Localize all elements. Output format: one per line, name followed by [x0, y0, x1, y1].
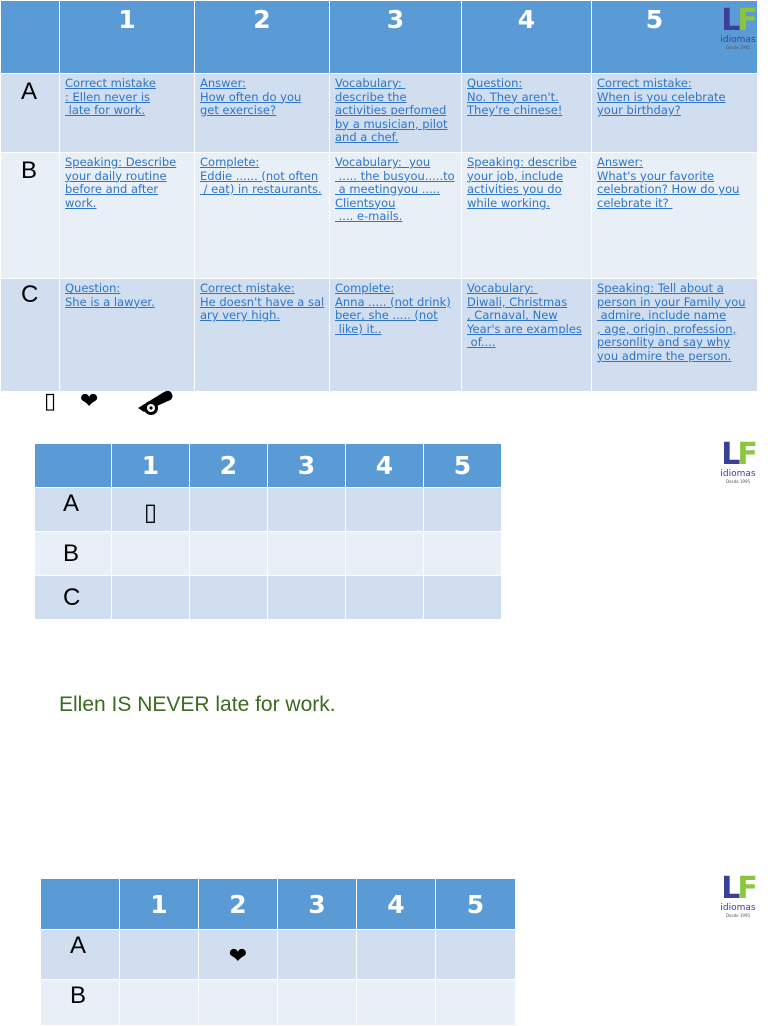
score-board-2-col-4: 4 — [357, 879, 436, 930]
logo-letter-f: F — [737, 437, 755, 472]
score-board-1-cell-a4[interactable] — [346, 488, 424, 532]
lf-idiomas-logo — [714, 3, 762, 50]
score-board-1-cell-b5[interactable] — [424, 532, 502, 576]
score-board-1-corner — [35, 444, 112, 488]
score-board-1 — [34, 443, 502, 620]
score-board-2-cell-b5[interactable] — [436, 980, 516, 1026]
column-header-4: 4 — [462, 1, 592, 74]
question-line: : Ellen never is — [65, 89, 151, 104]
score-board-1-cell-b1[interactable] — [112, 532, 190, 576]
question-line: Vocabulary: — [335, 76, 406, 90]
question-cell-b4[interactable] — [462, 153, 592, 279]
question-line: work. — [65, 195, 97, 210]
question-line: Question: — [467, 76, 523, 90]
score-board-1-row-label-c: C — [35, 576, 112, 620]
logo-word: idiomas — [720, 35, 756, 45]
question-line: get exercise? — [200, 103, 277, 117]
board-row-c — [1, 279, 758, 392]
question-line: your daily routine — [65, 168, 167, 183]
question-line: Correct mistake — [65, 76, 156, 90]
question-line: while working. — [467, 195, 551, 210]
score-board-1-col-3: 3 — [268, 444, 346, 488]
question-line: describe the — [335, 89, 407, 104]
question-cell-a5[interactable] — [592, 74, 758, 153]
logo-letter-l: L — [721, 3, 738, 38]
question-line: When is you celebrate — [597, 89, 726, 104]
question-line: Correct mistake: — [597, 76, 692, 90]
score-board-1-cell-a2[interactable] — [190, 488, 268, 532]
score-board-1-col-5: 5 — [424, 444, 502, 488]
score-board-1-col-1: 1 — [112, 444, 190, 488]
question-line: your birthday? — [597, 103, 681, 117]
question-cell-c2[interactable] — [195, 279, 330, 392]
score-board-2-cell-b3[interactable] — [278, 980, 357, 1026]
header-corner — [1, 1, 60, 74]
question-line: Complete: — [335, 281, 395, 295]
row-label-a: A — [1, 74, 60, 153]
logo-word: idiomas — [720, 903, 756, 913]
logo-letter-f: F — [737, 3, 755, 38]
score-board-1-row-b — [35, 532, 502, 576]
score-board-2-cell-a5[interactable] — [436, 930, 516, 980]
question-line: late for work. — [65, 103, 146, 117]
question-cell-b2[interactable] — [195, 153, 330, 279]
score-board-1-cell-c4[interactable] — [346, 576, 424, 620]
score-board-1-row-label-b: B — [35, 532, 112, 576]
column-header-5: 5 — [592, 1, 758, 74]
board-row-b — [1, 153, 758, 279]
question-line: She is a lawyer. — [65, 294, 155, 309]
question-line: Speaking: Describe — [65, 155, 177, 169]
score-board-2-cell-a3[interactable] — [278, 930, 357, 980]
question-line: ary very high. — [200, 308, 281, 322]
question-line: Complete: — [200, 155, 260, 169]
question-line: Diwali, Christmas — [467, 294, 568, 309]
question-line: celebration? How do you — [597, 182, 740, 196]
question-cell-c1[interactable] — [60, 279, 195, 392]
question-cell-c3[interactable] — [330, 279, 462, 392]
question-line: of.... — [467, 335, 496, 349]
score-board-1-col-2: 2 — [190, 444, 268, 488]
question-line: Speaking: describe — [467, 155, 577, 169]
question-line: and a chef. — [335, 130, 399, 144]
question-line: How often do you — [200, 89, 302, 104]
logo-since: Desde 1995 — [725, 45, 751, 50]
logo-since: Desde 1995 — [725, 479, 751, 484]
score-board-2-col-5: 5 — [436, 879, 516, 930]
question-line: before and after — [65, 182, 159, 196]
score-board-1-header — [35, 444, 502, 488]
score-board-2-cell-b2[interactable] — [199, 980, 278, 1026]
question-board — [0, 0, 758, 392]
question-line: Answer: — [597, 155, 644, 169]
score-board-2-header — [41, 879, 516, 930]
question-line: personlity and say why — [597, 335, 731, 349]
question-cell-a3[interactable] — [330, 74, 462, 153]
question-line: They're chinese! — [467, 103, 563, 117]
score-board-1-col-4: 4 — [346, 444, 424, 488]
board-header-row — [1, 1, 758, 74]
question-line: / eat) in restaurants. — [200, 182, 322, 196]
question-line: you admire the person. — [597, 348, 732, 363]
score-board-2-col-2: 2 — [199, 879, 278, 930]
question-line: your job, include — [467, 168, 564, 183]
lf-idiomas-logo — [714, 437, 762, 484]
question-line: He doesn't have a sal — [200, 294, 325, 309]
score-board-2-row-label-b: B — [41, 980, 120, 1026]
score-board-1-cell-a5[interactable] — [424, 488, 502, 532]
question-line: activities perfomed — [335, 103, 447, 117]
row-label-b: B — [1, 153, 60, 279]
question-line: celebrate it? — [597, 195, 673, 210]
heart-token-icon[interactable]: ❤ — [80, 389, 99, 414]
score-board-1-cell-a1[interactable]: ▯ — [112, 488, 190, 532]
score-board-2-col-1: 1 — [120, 879, 199, 930]
lf-idiomas-logo — [714, 871, 762, 918]
score-board-2-cell-b4[interactable] — [357, 980, 436, 1026]
question-line: like) it.. — [335, 321, 382, 336]
column-header-3: 3 — [330, 1, 462, 74]
score-board-2-cell-a4[interactable] — [357, 930, 436, 980]
cannon-token-icon[interactable] — [134, 386, 176, 418]
placeholder-token-icon[interactable]: ▯ — [44, 389, 57, 414]
question-line: person in your Family you — [597, 294, 746, 309]
logo-letter-f: F — [737, 871, 755, 906]
question-line: , age, origin, profession, — [597, 321, 737, 336]
score-board-2-cell-a2[interactable]: ❤ — [199, 930, 278, 980]
question-line: Vocabulary: you — [335, 155, 431, 169]
score-board-1-row-a — [35, 488, 502, 532]
question-line: Clientsyou — [335, 195, 396, 210]
question-line: ..... the busyou.....to — [335, 168, 455, 183]
question-line: Eddie ...... (not often — [200, 168, 319, 183]
question-cell-b5[interactable] — [592, 153, 758, 279]
score-board-1-row-c — [35, 576, 502, 620]
question-line: Correct mistake: — [200, 281, 295, 295]
question-cell-a2[interactable] — [195, 74, 330, 153]
question-cell-a1[interactable] — [60, 74, 195, 153]
question-line: What's your favorite — [597, 168, 714, 183]
question-line: Answer: — [200, 76, 247, 90]
logo-word: idiomas — [720, 469, 756, 479]
score-board-2-col-3: 3 — [278, 879, 357, 930]
score-board-2 — [40, 878, 516, 1026]
score-board-1-cell-b4[interactable] — [346, 532, 424, 576]
score-board-2-row-a — [41, 930, 516, 980]
score-board-1-cell-c1[interactable] — [112, 576, 190, 620]
board-row-a — [1, 74, 758, 153]
score-board-1-cell-c3[interactable] — [268, 576, 346, 620]
column-header-1: 1 — [60, 1, 195, 74]
question-line: admire, include name — [597, 308, 727, 322]
question-cell-c4[interactable] — [462, 279, 592, 392]
question-cell-b3[interactable] — [330, 153, 462, 279]
logo-letter-l: L — [721, 437, 738, 472]
score-board-1-row-label-a: A — [35, 488, 112, 532]
question-line: Question: — [65, 281, 121, 295]
question-line: beer, she ..... (not — [335, 308, 438, 322]
question-line: .... e-mails. — [335, 209, 403, 223]
score-board-2-cell-a1[interactable] — [120, 930, 199, 980]
question-line: , Carnaval, New — [467, 308, 558, 322]
score-board-1-cell-c2[interactable] — [190, 576, 268, 620]
question-line: Vocabulary: — [467, 281, 538, 295]
score-board-2-row-label-a: A — [41, 930, 120, 980]
score-board-2-cell-b1[interactable] — [120, 980, 199, 1026]
question-line: by a musician, pilot — [335, 116, 448, 131]
score-board-2-row-b — [41, 980, 516, 1026]
question-cell-a4[interactable] — [462, 74, 592, 153]
answer-sentence: Ellen IS NEVER late for work. — [59, 693, 336, 716]
score-board-2-corner — [41, 879, 120, 930]
row-label-c: C — [1, 279, 60, 392]
question-line: Year's are examples — [467, 321, 582, 336]
question-line: Speaking: Tell about a — [597, 281, 724, 295]
question-line: activities you do — [467, 182, 562, 196]
score-board-1-cell-a3[interactable] — [268, 488, 346, 532]
question-line: Anna ..... (not drink) — [335, 294, 451, 309]
score-board-1-cell-b2[interactable] — [190, 532, 268, 576]
logo-since: Desde 1995 — [725, 913, 751, 918]
score-board-1-cell-b3[interactable] — [268, 532, 346, 576]
column-header-2: 2 — [195, 1, 330, 74]
question-line: a meetingyou ..... — [335, 182, 441, 196]
question-cell-c5[interactable] — [592, 279, 758, 392]
logo-letter-l: L — [721, 871, 738, 906]
question-cell-b1[interactable] — [60, 153, 195, 279]
score-board-1-cell-c5[interactable] — [424, 576, 502, 620]
question-line: No. They aren't. — [467, 89, 559, 104]
